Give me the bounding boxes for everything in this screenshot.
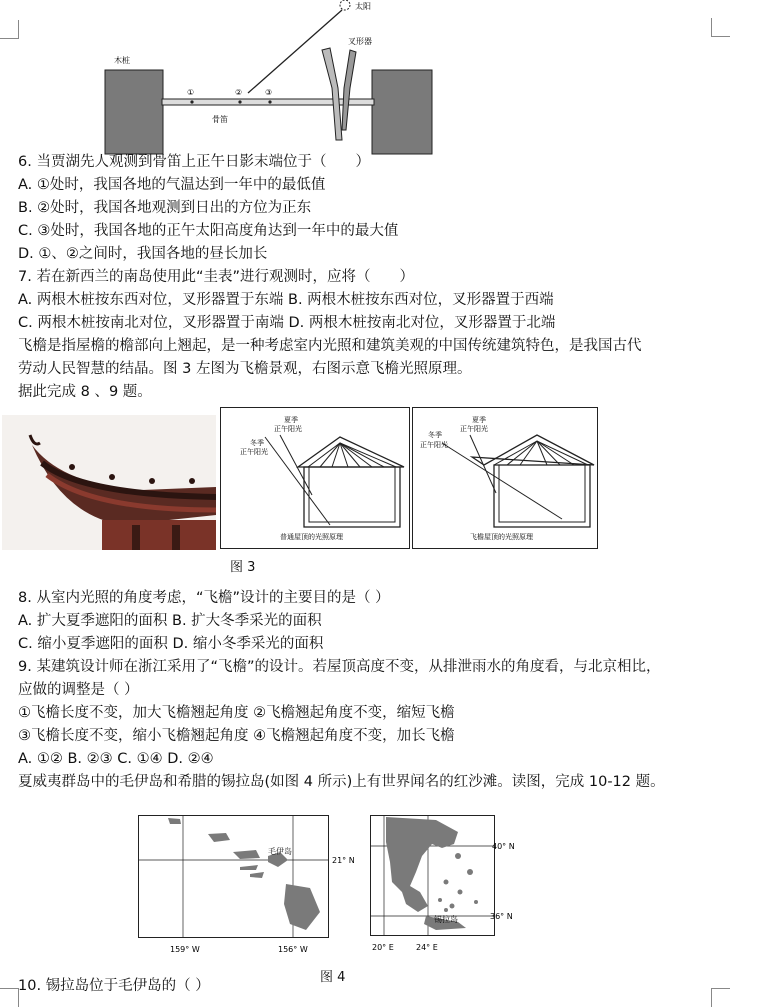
- thera-label: 锡拉岛: [434, 915, 458, 924]
- greece-map: [366, 812, 536, 960]
- q9-items-34: ③飞檐长度不变，缩小飞檐翘起角度 ④飞檐翘起角度不变，加长飞檐: [18, 728, 455, 744]
- figure-4-caption: 图 4: [320, 970, 346, 985]
- q6-stem: 6. 当贾湖先人观测到骨笛上正午日影末端位于（ ）: [18, 154, 370, 170]
- ordinary-roof-caption: 普通屋顶的光照原理: [280, 533, 343, 541]
- page-corner-mark-bottom-left: [0, 988, 19, 1007]
- eaves-summer-noon-label: 正午阳光: [460, 425, 488, 433]
- q8-stem: 8. 从室内光照的角度考虑，“飞檐”设计的主要目的是（ ）: [18, 590, 390, 606]
- lat-36n-label: 36° N: [490, 912, 513, 921]
- q8-options-cd: C. 缩小夏季遮阳的面积 D. 缩小冬季采光的面积: [18, 636, 324, 652]
- bone-label: 骨笛: [212, 115, 228, 124]
- flying-eaves-intro-1: 飞檐是指屋檐的檐部向上翘起，是一种考虑室内光照和建筑美观的中国传统建筑特色，是我国古代: [18, 338, 642, 354]
- q8-options-ab: A. 扩大夏季遮阳的面积 B. 扩大冬季采光的面积: [18, 613, 322, 629]
- mark-1: ①: [187, 88, 195, 97]
- q6-option-d: D. ①、②之间时，我国各地的昼长加长: [18, 246, 268, 262]
- right-wooden-post: [372, 70, 432, 154]
- page-corner-mark-left: [0, 20, 19, 39]
- eaves-summer-label: 夏季: [472, 416, 486, 424]
- fork-label: 叉形器: [348, 37, 372, 46]
- lat-40n-label: 40° N: [492, 842, 515, 851]
- lon-156w-label: 156° W: [278, 945, 308, 954]
- page-corner-mark-bottom-right: [711, 988, 730, 1007]
- q7-options-ab: A. 两根木桩按东西对位，叉形器置于东端 B. 两根木桩按东西对位，叉形器置于西端: [18, 292, 554, 308]
- mark-3: ③: [265, 88, 273, 97]
- ordinary-summer-label: 夏季: [284, 416, 298, 424]
- q9-items-12: ①飞檐长度不变，加大飞檐翘起角度 ②飞檐翘起角度不变，缩短飞檐: [18, 705, 455, 721]
- q9-stem-1: 9. 某建筑设计师在浙江采用了“飞檐”的设计。若屋顶高度不变，从排泄雨水的角度看，与北京相比，: [18, 659, 661, 675]
- post-label: 木桩: [114, 56, 130, 65]
- ordinary-summer-noon-label: 正午阳光: [274, 425, 302, 433]
- eaves-winter-label: 冬季: [428, 431, 442, 439]
- maui-map: [128, 812, 363, 960]
- eaves-photo: [2, 415, 216, 550]
- eaves-winter-noon-label: 正午阳光: [420, 441, 448, 449]
- q10-stem: 10. 锡拉岛位于毛伊岛的（ ）: [18, 978, 210, 994]
- lon-20e-label: 20° E: [372, 943, 394, 952]
- sun-label: 太阳: [355, 2, 371, 11]
- flying-eaves-diagram: [412, 407, 598, 549]
- q9-options: A. ①② B. ②③ C. ①④ D. ②④: [18, 751, 214, 767]
- q6-option-b: B. ②处时，我国各地观测到日出的方位为正东: [18, 200, 312, 216]
- red-sand-intro: 夏威夷群岛中的毛伊岛和希腊的锡拉岛(如图 4 所示)上有世界闻名的红沙滩。读图，完成 10-12 题。: [18, 774, 665, 790]
- eaves-roof-caption: 飞檐屋顶的光照原理: [470, 533, 533, 541]
- mark-2: ②: [235, 88, 243, 97]
- q9-stem-2: 应做的调整是（ ）: [18, 682, 139, 698]
- q6-option-c: C. ③处时，我国各地的正午太阳高度角达到一年中的最大值: [18, 223, 399, 239]
- lat-21n-label: 21° N: [332, 856, 355, 865]
- q6-option-a: A. ①处时，我国各地的气温达到一年中的最低值: [18, 177, 326, 193]
- bone-flute: [162, 99, 374, 105]
- lon-24e-label: 24° E: [416, 943, 438, 952]
- q7-options-cd: C. 两根木桩按南北对位，叉形器置于南端 D. 两根木桩按南北对位，叉形器置于北端: [18, 315, 556, 331]
- q7-stem: 7. 若在新西兰的南岛使用此“圭表”进行观测时，应将（ ）: [18, 269, 414, 285]
- gnomon-figure: [100, 0, 440, 158]
- fork-device: [322, 48, 356, 140]
- sun-icon: [340, 0, 350, 10]
- maui-label: 毛伊岛: [268, 847, 292, 856]
- figure-3-caption: 图 3: [230, 560, 256, 575]
- flying-eaves-intro-2: 劳动人民智慧的结晶。图 3 左图为飞檐景观，右图示意飞檐光照原理。: [18, 361, 472, 377]
- ordinary-winter-noon-label: 正午阳光: [240, 448, 268, 456]
- flying-eaves-intro-3: 据此完成 8 、9 题。: [18, 384, 152, 400]
- lon-159w-label: 159° W: [170, 945, 200, 954]
- page-corner-mark-right: [711, 18, 730, 37]
- ordinary-roof-diagram: [220, 407, 410, 549]
- left-wooden-post: [105, 70, 163, 154]
- ordinary-winter-label: 冬季: [250, 439, 264, 447]
